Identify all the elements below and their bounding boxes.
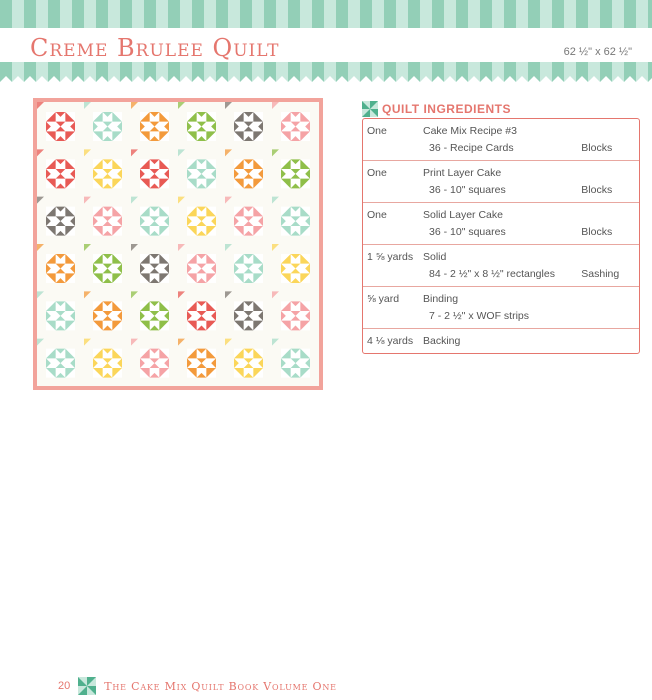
ingredient-use: Sashing bbox=[581, 267, 620, 280]
ingredient-item: Solid Layer Cake bbox=[423, 208, 503, 221]
quilt-dimensions: 62 ½" x 62 ½" bbox=[563, 46, 632, 58]
ingredient-detail: 7 - 2 ½" x WOF strips bbox=[429, 309, 529, 322]
ingredient-row bbox=[363, 329, 639, 353]
ingredient-detail: 36 - 10" squares bbox=[429, 225, 506, 238]
ingredient-row bbox=[363, 287, 639, 329]
ingredient-qty: 1 ⅝ yards bbox=[367, 250, 414, 263]
ingredient-item: Print Layer Cake bbox=[423, 166, 502, 179]
ingredient-qty: One bbox=[367, 124, 387, 137]
ingredient-item: Solid bbox=[423, 250, 447, 263]
page-number: 20 bbox=[58, 680, 71, 692]
ingredient-row bbox=[363, 203, 639, 245]
ingredient-item: Backing bbox=[423, 334, 461, 347]
ingredients-header bbox=[362, 100, 511, 118]
ingredient-use: Blocks bbox=[581, 183, 613, 196]
ingredients-table bbox=[362, 118, 640, 354]
ingredient-detail: 84 - 2 ½" x 8 ½" rectangles bbox=[429, 267, 555, 280]
page-footer bbox=[58, 677, 337, 695]
ingredient-item: Binding bbox=[423, 292, 459, 305]
ingredient-row bbox=[363, 161, 639, 203]
ingredient-qty: One bbox=[367, 208, 387, 221]
ingredient-use: Blocks bbox=[581, 225, 613, 238]
ingredient-qty: One bbox=[367, 166, 387, 179]
ingredients-title: QUILT INGREDIENTS bbox=[382, 102, 511, 116]
ingredient-row bbox=[363, 119, 639, 161]
ingredient-row bbox=[363, 245, 639, 287]
header-scallop-border bbox=[0, 62, 652, 88]
ingredient-item: Cake Mix Recipe #3 bbox=[423, 124, 517, 137]
quilt-illustration bbox=[33, 98, 323, 390]
ingredient-detail: 36 - 10" squares bbox=[429, 183, 506, 196]
ingredient-use: Blocks bbox=[581, 141, 613, 154]
book-title: The Cake Mix Quilt Book Volume One bbox=[104, 679, 337, 693]
pinwheel-icon bbox=[362, 101, 378, 117]
ingredient-qty: ⅝ yard bbox=[367, 292, 400, 305]
ingredient-detail: 36 - Recipe Cards bbox=[429, 141, 514, 154]
page-title: Creme Brulee Quilt bbox=[30, 34, 280, 62]
ingredient-qty: 4 ⅛ yards bbox=[367, 334, 414, 347]
pinwheel-icon bbox=[78, 677, 96, 695]
